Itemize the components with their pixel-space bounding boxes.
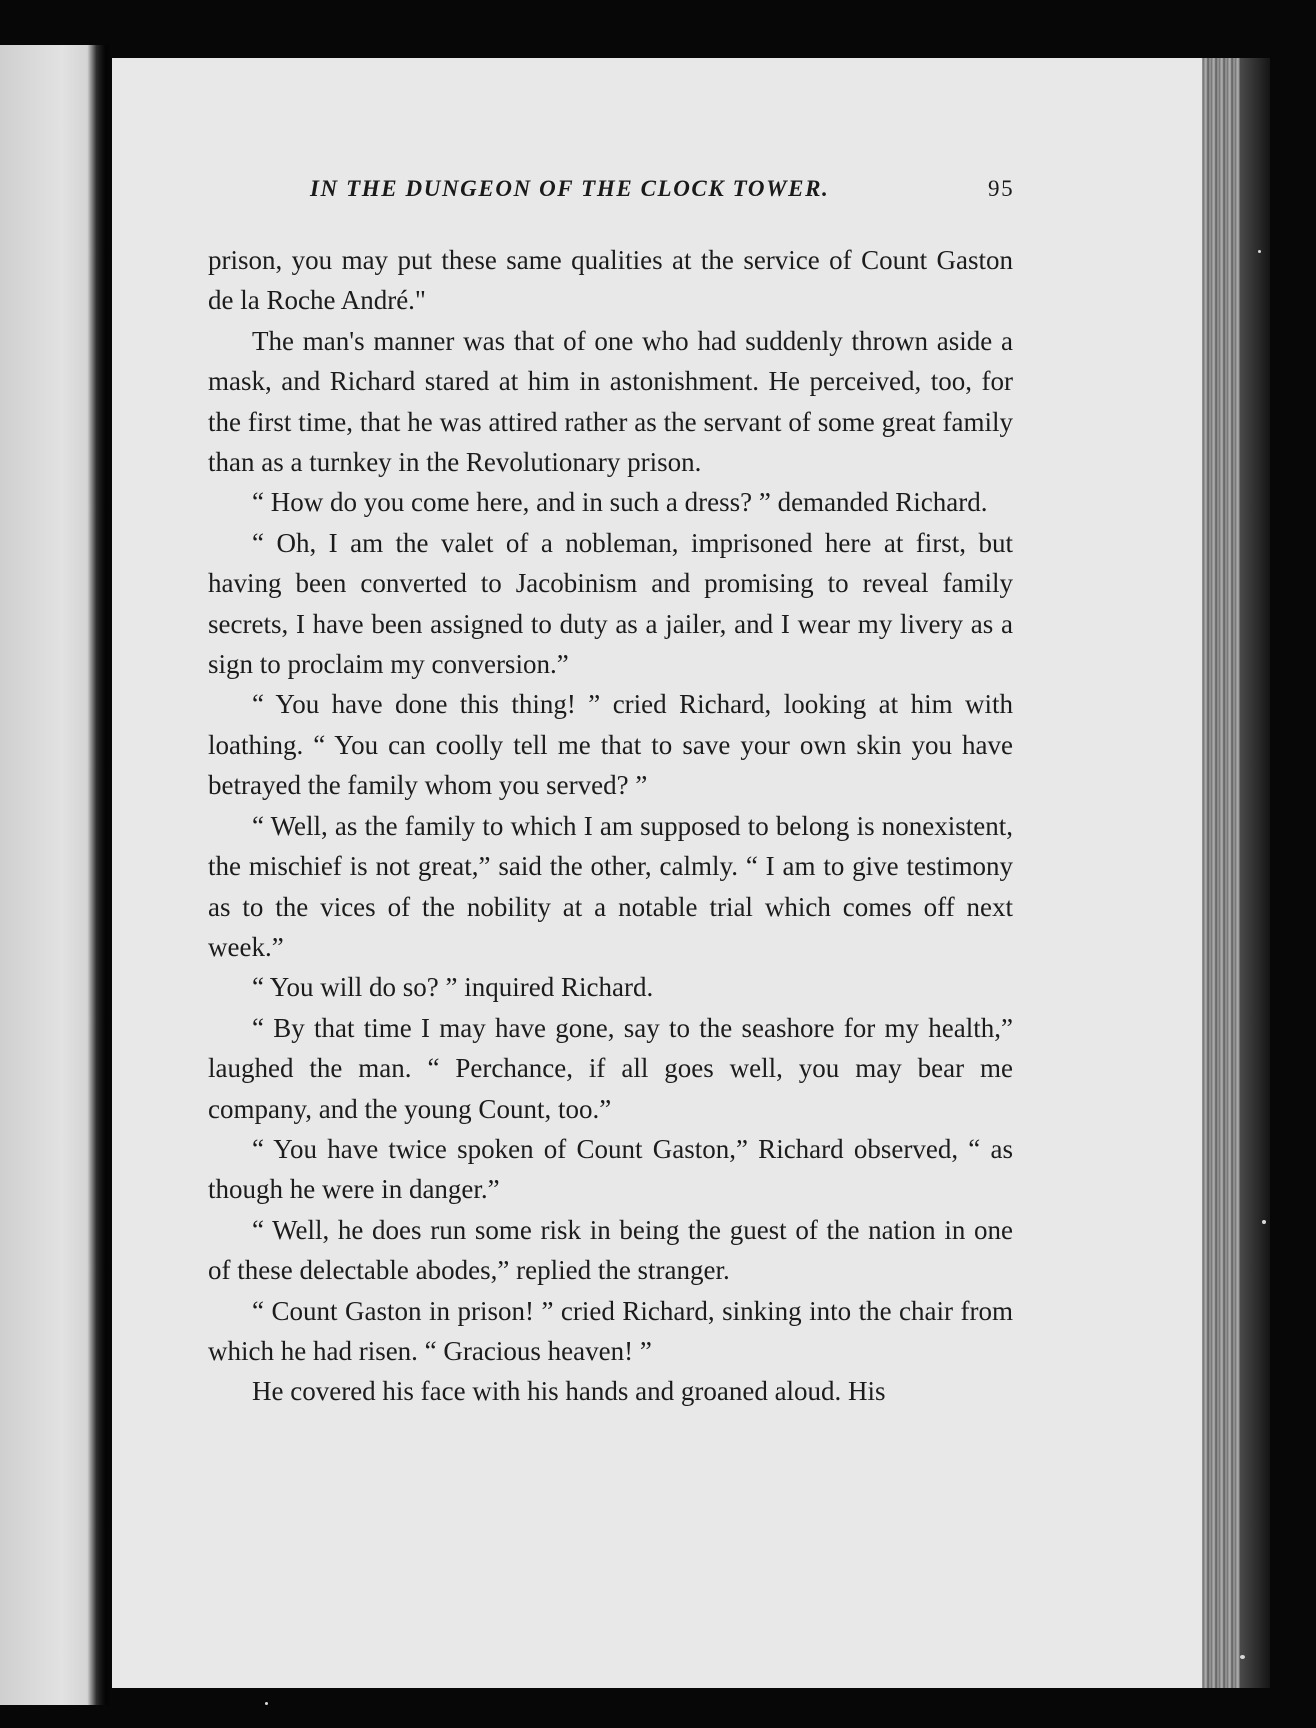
- paragraph: He covered his face with his hands and groaned aloud. His: [252, 1376, 886, 1407]
- paragraph: The man's manner was that of one who had suddenly thrown aside a mask, and Richard stared at him in astonishment. He perceived, too, for the first time, that he was attired rather as the servant of some great family than as a turnkey in the Revolutionary prison.: [208, 325, 1013, 478]
- paragraph: “ You will do so? ” inquired Richard.: [252, 972, 654, 1003]
- paragraph: “ Well, he does run some risk in being the guest of the nation in one of these delectable abodes,” replied the stranger.: [208, 1214, 1013, 1286]
- paragraph: “ You have twice spoken of Count Gaston,” Richard observed, “ as though he were in danger.”: [208, 1133, 1013, 1205]
- paragraph: “ By that time I may have gone, say to the seashore for my health,” laughed the man. “ Perchance, if all goes well, you may bear me company, and the young Count, too.”: [208, 1012, 1013, 1124]
- paragraph-continued: prison, you may put these same qualities at the service of Count Gaston de la Roche André.": [208, 245, 1013, 316]
- gutter-shadow: [96, 45, 112, 1705]
- scan-speck: [1240, 1655, 1245, 1659]
- running-head-title: IN THE DUNGEON OF THE CLOCK TOWER.: [310, 176, 830, 201]
- paragraph: “ You have done this thing! ” cried Richard, looking at him with loathing. “ You can coolly tell me that to save your own skin you have betrayed the family whom you served? ”: [208, 689, 1013, 801]
- scan-speck: [1258, 250, 1261, 253]
- scan-speck: [265, 1702, 268, 1705]
- body-text: [208, 240, 1013, 1412]
- paragraph: “ Oh, I am the valet of a nobleman, imprisoned here at first, but having been converted to Jacobinism and promising to reveal family secrets, I have been assigned to duty as a jailer, and I wear my livery as a sign to proclaim my conversion.”: [208, 527, 1013, 680]
- paragraph: “ Count Gaston in prison! ” cried Richard, sinking into the chair from which he had risen. “ Gracious heaven! ”: [208, 1295, 1013, 1366]
- scan-speck: [1262, 1220, 1266, 1224]
- running-head: [300, 176, 1060, 212]
- paragraph: “ How do you come here, and in such a dress? ” demanded Richard.: [252, 487, 988, 518]
- paragraph: “ Well, as the family to which I am supposed to belong is nonexistent, the mischief is not great,” said the other, calmly. “ I am to give testimony as to the vices of the nobility at a notable trial which comes off next week.”: [208, 810, 1013, 962]
- page-stack-shadow: [1240, 58, 1270, 1688]
- page-number: 95: [988, 176, 1015, 201]
